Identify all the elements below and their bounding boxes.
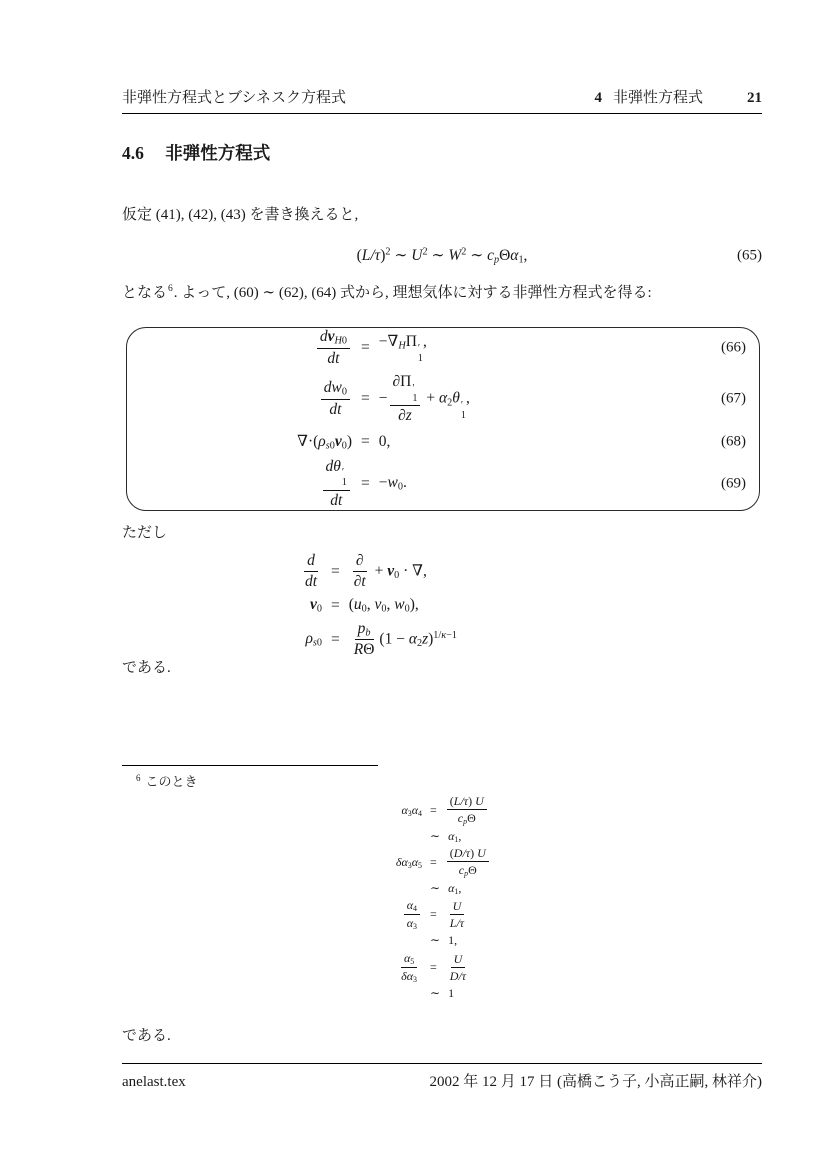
equation-68-relation: = (361, 432, 370, 450)
footnote-eq-5-rhs: $\frac{U}{L/\tau}$ (449, 898, 465, 930)
footnote-eq-6-relation: ∼ (430, 933, 441, 948)
footnote-eq-row-8 (122, 986, 762, 1002)
equation-67-lhs: $\frac{dw_0}{dt}$ (127, 379, 352, 419)
paragraph-result-text: となる (122, 285, 168, 301)
equation-66-rhs: $-\nabla_H\Pi$ ′ 1 , (378, 333, 427, 364)
definition-rho-rhs: $\frac{p_b}{R\Theta}$ $(1 - \alpha_2z)^{1/\kappa-1}$ (353, 619, 458, 659)
equation-65 (122, 240, 762, 272)
footnote (136, 771, 198, 790)
definition-list (122, 552, 762, 660)
footnote-eq-4-relation: ∼ (430, 880, 441, 895)
definition-rho-lhs: $\rho_{s0}$ (305, 630, 322, 649)
definition-ddt-lhs: $\frac{d}{dt}$ (304, 552, 317, 591)
definition-v0-lhs: $v_0$ (310, 596, 322, 615)
footnote-eq-8-relation: ∼ (430, 986, 441, 1001)
footnote-eq-2-rhs: $\alpha_1$, (448, 828, 462, 844)
footnote-eq-row-7 (122, 951, 762, 984)
equation-66-lhs: $\frac{dv_{H0}}{dt}$ (127, 328, 352, 368)
page-header (122, 86, 762, 114)
footnote-eq-row-5 (122, 898, 762, 931)
section-heading-title: 非弾性方程式 (165, 143, 271, 163)
equation-68-lhs: $\nabla\cdot(\rho_{s0}v_0)$ (297, 432, 352, 452)
footnote-eq-1-lhs: $\alpha_3\alpha_4$ (401, 802, 422, 818)
footnote-eq-3-rhs: $\frac{(D/\tau) U}{c_p\Theta}$ (445, 846, 491, 878)
page-footer (122, 1070, 762, 1091)
definition-rho-relation: = (331, 630, 340, 648)
equation-67-rhs: − ∂Π ′ 1 ∂z + $\alpha_2\theta$ ′ 1 , (378, 373, 470, 425)
paragraph-result (122, 283, 762, 305)
equation-69-relation: = (361, 474, 370, 492)
footnote-eq-6-rhs: 1, (448, 933, 458, 948)
definition-row-v0 (122, 595, 762, 617)
equation-row-69 (127, 458, 759, 510)
equation-row-66 (127, 328, 759, 368)
equation-row-67 (127, 373, 759, 425)
footnote-eq-row-3 (122, 846, 762, 878)
definition-row-rho (122, 620, 762, 660)
definition-v0-rhs: ($u_0$, $v_0$, $w_0$), (348, 596, 419, 615)
definition-ddt-relation: = (331, 562, 340, 580)
footnote-eq-row-6 (122, 933, 762, 949)
paragraph-dearu-2: である. (122, 1028, 171, 1044)
footnote-eq-3-relation: = (430, 854, 437, 869)
footnote-eq-8-rhs: 1 (448, 986, 455, 1001)
footnote-eq-3-lhs: $\delta\alpha_3\alpha_5$ (395, 854, 422, 870)
paragraph-intro: 仮定 (41), (42), (43) を書き換えると, (122, 207, 359, 223)
header-page-number: 21 (747, 90, 762, 106)
equation-69-number: (69) (721, 475, 746, 492)
equation-68-rhs: 0, (378, 432, 391, 450)
equation-69-rhs: $-w_0$. (378, 474, 407, 493)
footer-filename: anelast.tex (122, 1074, 186, 1090)
footnote-eq-7-relation: = (430, 959, 437, 974)
footnote-eq-1-rhs: $\frac{(L/\tau) U}{c_p\Theta}$ (445, 794, 489, 826)
footnote-eq-5-lhs: $\frac{\alpha_4}{\alpha_3}$ (122, 898, 422, 931)
equation-65-body: $(L/\tau)^2$ ∼ $U^2$ ∼ $W^2$ ∼ $c_p\Theta\alpha_1$, (356, 246, 528, 266)
equation-67-relation: = (361, 390, 370, 408)
paragraph-dearu-1: である. (122, 660, 171, 676)
equation-68-number: (68) (721, 433, 746, 450)
footnote-eq-1-relation: = (430, 802, 437, 817)
definition-ddt-rhs: $\frac{\partial}{\partial t}$ + $v_0$ · ∇, (353, 552, 427, 591)
definition-v0-relation: = (331, 596, 340, 614)
header-section-name: 非弾性方程式 (612, 89, 703, 106)
footer-date-authors: 2002 年 12 月 17 日 (高橋こう子, 小高正嗣, 林祥介) (429, 1074, 762, 1090)
section-heading-number: 4.6 (122, 143, 144, 163)
equation-row-68 (127, 431, 759, 453)
footnote-eq-row-1 (122, 794, 762, 826)
equation-65-number: (65) (737, 247, 762, 264)
footnote-eq-row-4 (122, 880, 762, 896)
equation-69-lhs: dθ ′ 1 dt (127, 458, 352, 510)
boxed-equation-group (126, 327, 760, 511)
equation-66-number: (66) (721, 339, 746, 356)
footnote-rule (122, 765, 378, 766)
footer-rule (122, 1063, 762, 1064)
paragraph-tadashi: ただし (122, 525, 168, 541)
paragraph-result-continuation: . よって, (60) ∼ (62), (64) 式から, 理想気体に対する非弾性方程式を得る: (173, 285, 652, 301)
footnote-eq-7-lhs: $\frac{\alpha_5}{\delta\alpha_3}$ (401, 950, 417, 984)
definition-row-ddt (122, 552, 762, 592)
footnote-eq-row-2 (122, 828, 762, 844)
running-title: 非弾性方程式とブシネスク方程式 (122, 89, 346, 106)
footnote-text: このとき (145, 774, 198, 789)
footnote-reference-mark: 6 (168, 284, 173, 294)
footnote-eq-7-rhs: $\frac{U}{D/\tau}$ (449, 951, 467, 983)
header-section-number: 4 (594, 90, 602, 106)
footnote-marker: 6 (136, 773, 141, 783)
footnote-equations (122, 794, 762, 1002)
footnote-eq-4-rhs: $\alpha_1$, (448, 880, 462, 896)
footnote-eq-2-relation: ∼ (430, 828, 441, 843)
footnote-eq-5-relation: = (430, 906, 437, 921)
section-heading (122, 140, 270, 165)
equation-67-number: (67) (721, 390, 746, 407)
equation-66-relation: = (361, 339, 370, 357)
